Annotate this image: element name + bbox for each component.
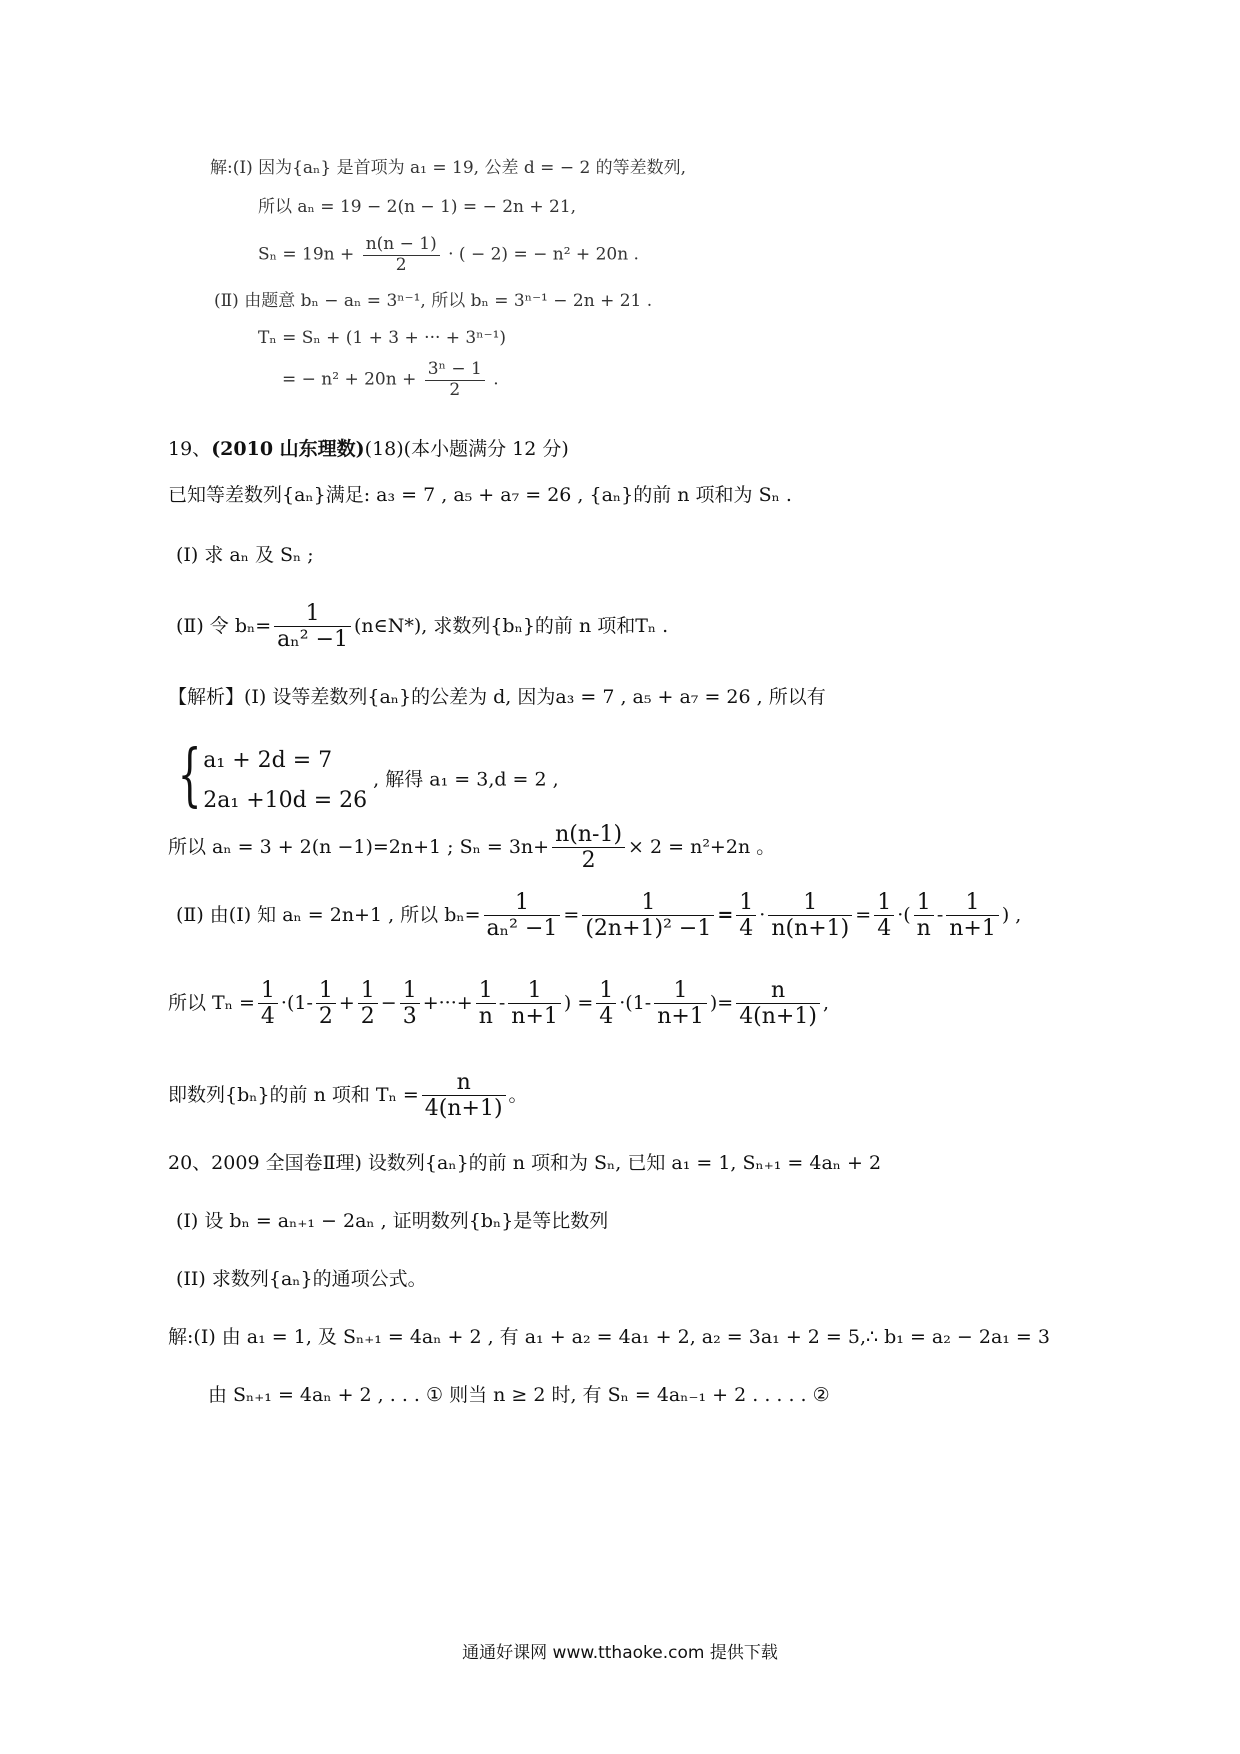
fraction: $\frac{1}{\text{aₙ² −1}}$ bbox=[274, 601, 351, 653]
q19-solution-head: 【解析】(Ⅰ) 设等差数列{aₙ}的公差为 d, 因为a₃ = 7 , a₅ + a₇ = 26 , 所以有 bbox=[168, 686, 826, 708]
fraction: $\frac{1}{n}$ bbox=[914, 890, 934, 942]
fraction: $\frac{1}{n+1}$ bbox=[946, 890, 999, 942]
fraction: $\frac{1}{2}$ bbox=[316, 978, 336, 1030]
fraction: $\frac{n(n-1)}{2}$ bbox=[552, 822, 625, 874]
q19-system: { a₁ + 2d = 7 2a₁ +10d = 26 , 解得 a₁ = 3,d = 2 , bbox=[177, 736, 559, 816]
fraction: $\frac{1}{4}$ bbox=[874, 890, 894, 942]
fraction: $\frac{1}{4}$ bbox=[736, 890, 756, 942]
scan-line-1: 解:(Ⅰ) 因为{aₙ} 是首项为 a₁ = 19, 公差 d = − 2 的等差数列, bbox=[210, 158, 687, 178]
fraction: $\frac{1}{3}$ bbox=[400, 978, 420, 1030]
fraction: $\frac{n}{4(n+1)}$ bbox=[422, 1070, 506, 1122]
fraction: $\frac{1}{2}$ bbox=[358, 978, 378, 1030]
q19-part2: (Ⅱ) 令 bₙ= $\frac{1}{\text{aₙ² −1}}$ (n∈N*), 求数列{bₙ}的前 n 项和Tₙ . bbox=[176, 601, 669, 653]
scan-line-5: Tₙ = Sₙ + (1 + 3 + ··· + 3ⁿ⁻¹) bbox=[258, 328, 507, 348]
q20-part1: (I) 设 bₙ = aₙ₊₁ − 2aₙ , 证明数列{bₙ}是等比数列 bbox=[176, 1210, 609, 1232]
q19-tn-line: 所以 Tₙ = $\frac{1}{4}$ ·(1- $\frac{1}{2}$ + $\frac{1}{2}$ − $\frac{1}{3}$ +···+ $\frac{1}{n}$ - $\frac{1}{n+1}$ ) = $\frac{1}{4}$ ·(1- $\frac{1}{n+1}$ )= $\frac{n}{4(n+1)}$ , bbox=[168, 978, 829, 1030]
q19-stem: 已知等差数列{aₙ}满足: a₃ = 7 , a₅ + a₇ = 26 , {aₙ}的前 n 项和为 Sₙ . bbox=[168, 484, 792, 506]
fraction: $\frac{1}{4}$ bbox=[596, 978, 616, 1030]
fraction: $\frac{n(n - 1)}{2}$ bbox=[363, 235, 440, 275]
fraction: $\frac{1}{\text{(2n+1)² −1}}$ bbox=[582, 890, 714, 942]
q19-part1: (Ⅰ) 求 aₙ 及 Sₙ ; bbox=[176, 544, 314, 566]
q20-part2: (II) 求数列{aₙ}的通项公式。 bbox=[176, 1268, 427, 1290]
scan-line-6: = − n² + 20n + $\frac{\text{3ⁿ − 1}}{2}$ . bbox=[282, 359, 499, 400]
scan-line-4: (Ⅱ) 由题意 bₙ − aₙ = 3ⁿ⁻¹, 所以 bₙ = 3ⁿ⁻¹ − 2n + 21 . bbox=[214, 291, 653, 311]
brace-icon: { bbox=[177, 736, 202, 816]
q19-an-sn-line: 所以 aₙ = 3 + 2(n −1)=2n+1 ; Sₙ = 3n+ $\frac{n(n-1)}{2}$ × 2 = n²+2n 。 bbox=[168, 822, 776, 874]
scan-line-3: Sₙ = 19n + $\frac{n(n - 1)}{2}$ · ( − 2) = − n² + 20n . bbox=[258, 234, 639, 275]
fraction: $\frac{1}{n+1}$ bbox=[654, 978, 707, 1030]
q19-conclusion: 即数列{bₙ}的前 n 项和 Tₙ = $\frac{n}{4(n+1)}$ 。 bbox=[168, 1070, 528, 1122]
page-footer: 通通好课网 www.tthaoke.com 提供下载 bbox=[462, 1643, 778, 1663]
fraction: $\frac{1}{n+1}$ bbox=[508, 978, 561, 1030]
fraction: $\frac{1}{4}$ bbox=[258, 978, 278, 1030]
fraction: $\frac{\text{3ⁿ − 1}}{2}$ bbox=[425, 360, 485, 400]
q19-bn-line: (Ⅱ) 由(Ⅰ) 知 aₙ = 2n+1 , 所以 bₙ= $\frac{1}{\text{aₙ² −1}}$ = $\frac{1}{\text{(2n+1)² −1}}$ = $\frac{1}{4}$ · $\frac{1}{n(n+1)}$ = $\frac{1}{4}$ ·( $\frac{1}{n}$ - $\frac{1}{n+1}$ ) , bbox=[176, 890, 1022, 942]
fraction: $\frac{n}{4(n+1)}$ bbox=[736, 978, 820, 1030]
q20-solution-line-1: 解:(I) 由 a₁ = 1, 及 Sₙ₊₁ = 4aₙ + 2 , 有 a₁ + a₂ = 4a₁ + 2, a₂ = 3a₁ + 2 = 5,∴ b₁ = a₂ − 2a₁ = 3 bbox=[168, 1326, 1050, 1348]
fraction: $\frac{1}{n(n+1)}$ bbox=[768, 890, 852, 942]
q20-solution-line-2: 由 Sₙ₊₁ = 4aₙ + 2 , . . . ① 则当 n ≥ 2 时, 有 Sₙ = 4aₙ₋₁ + 2 . . . . . ② bbox=[208, 1384, 830, 1406]
fraction: $\frac{1}{\text{aₙ² −1}}$ bbox=[484, 890, 561, 942]
fraction: $\frac{1}{n}$ bbox=[476, 978, 496, 1030]
q19-heading: 19、(2010 山东理数)(18)(本小题满分 12 分) bbox=[168, 438, 569, 460]
scan-line-2: 所以 aₙ = 19 − 2(n − 1) = − 2n + 21, bbox=[258, 197, 577, 217]
q20-heading: 20、2009 全国卷Ⅱ理) 设数列{aₙ}的前 n 项和为 Sₙ, 已知 a₁ = 1, Sₙ₊₁ = 4aₙ + 2 bbox=[168, 1152, 882, 1174]
